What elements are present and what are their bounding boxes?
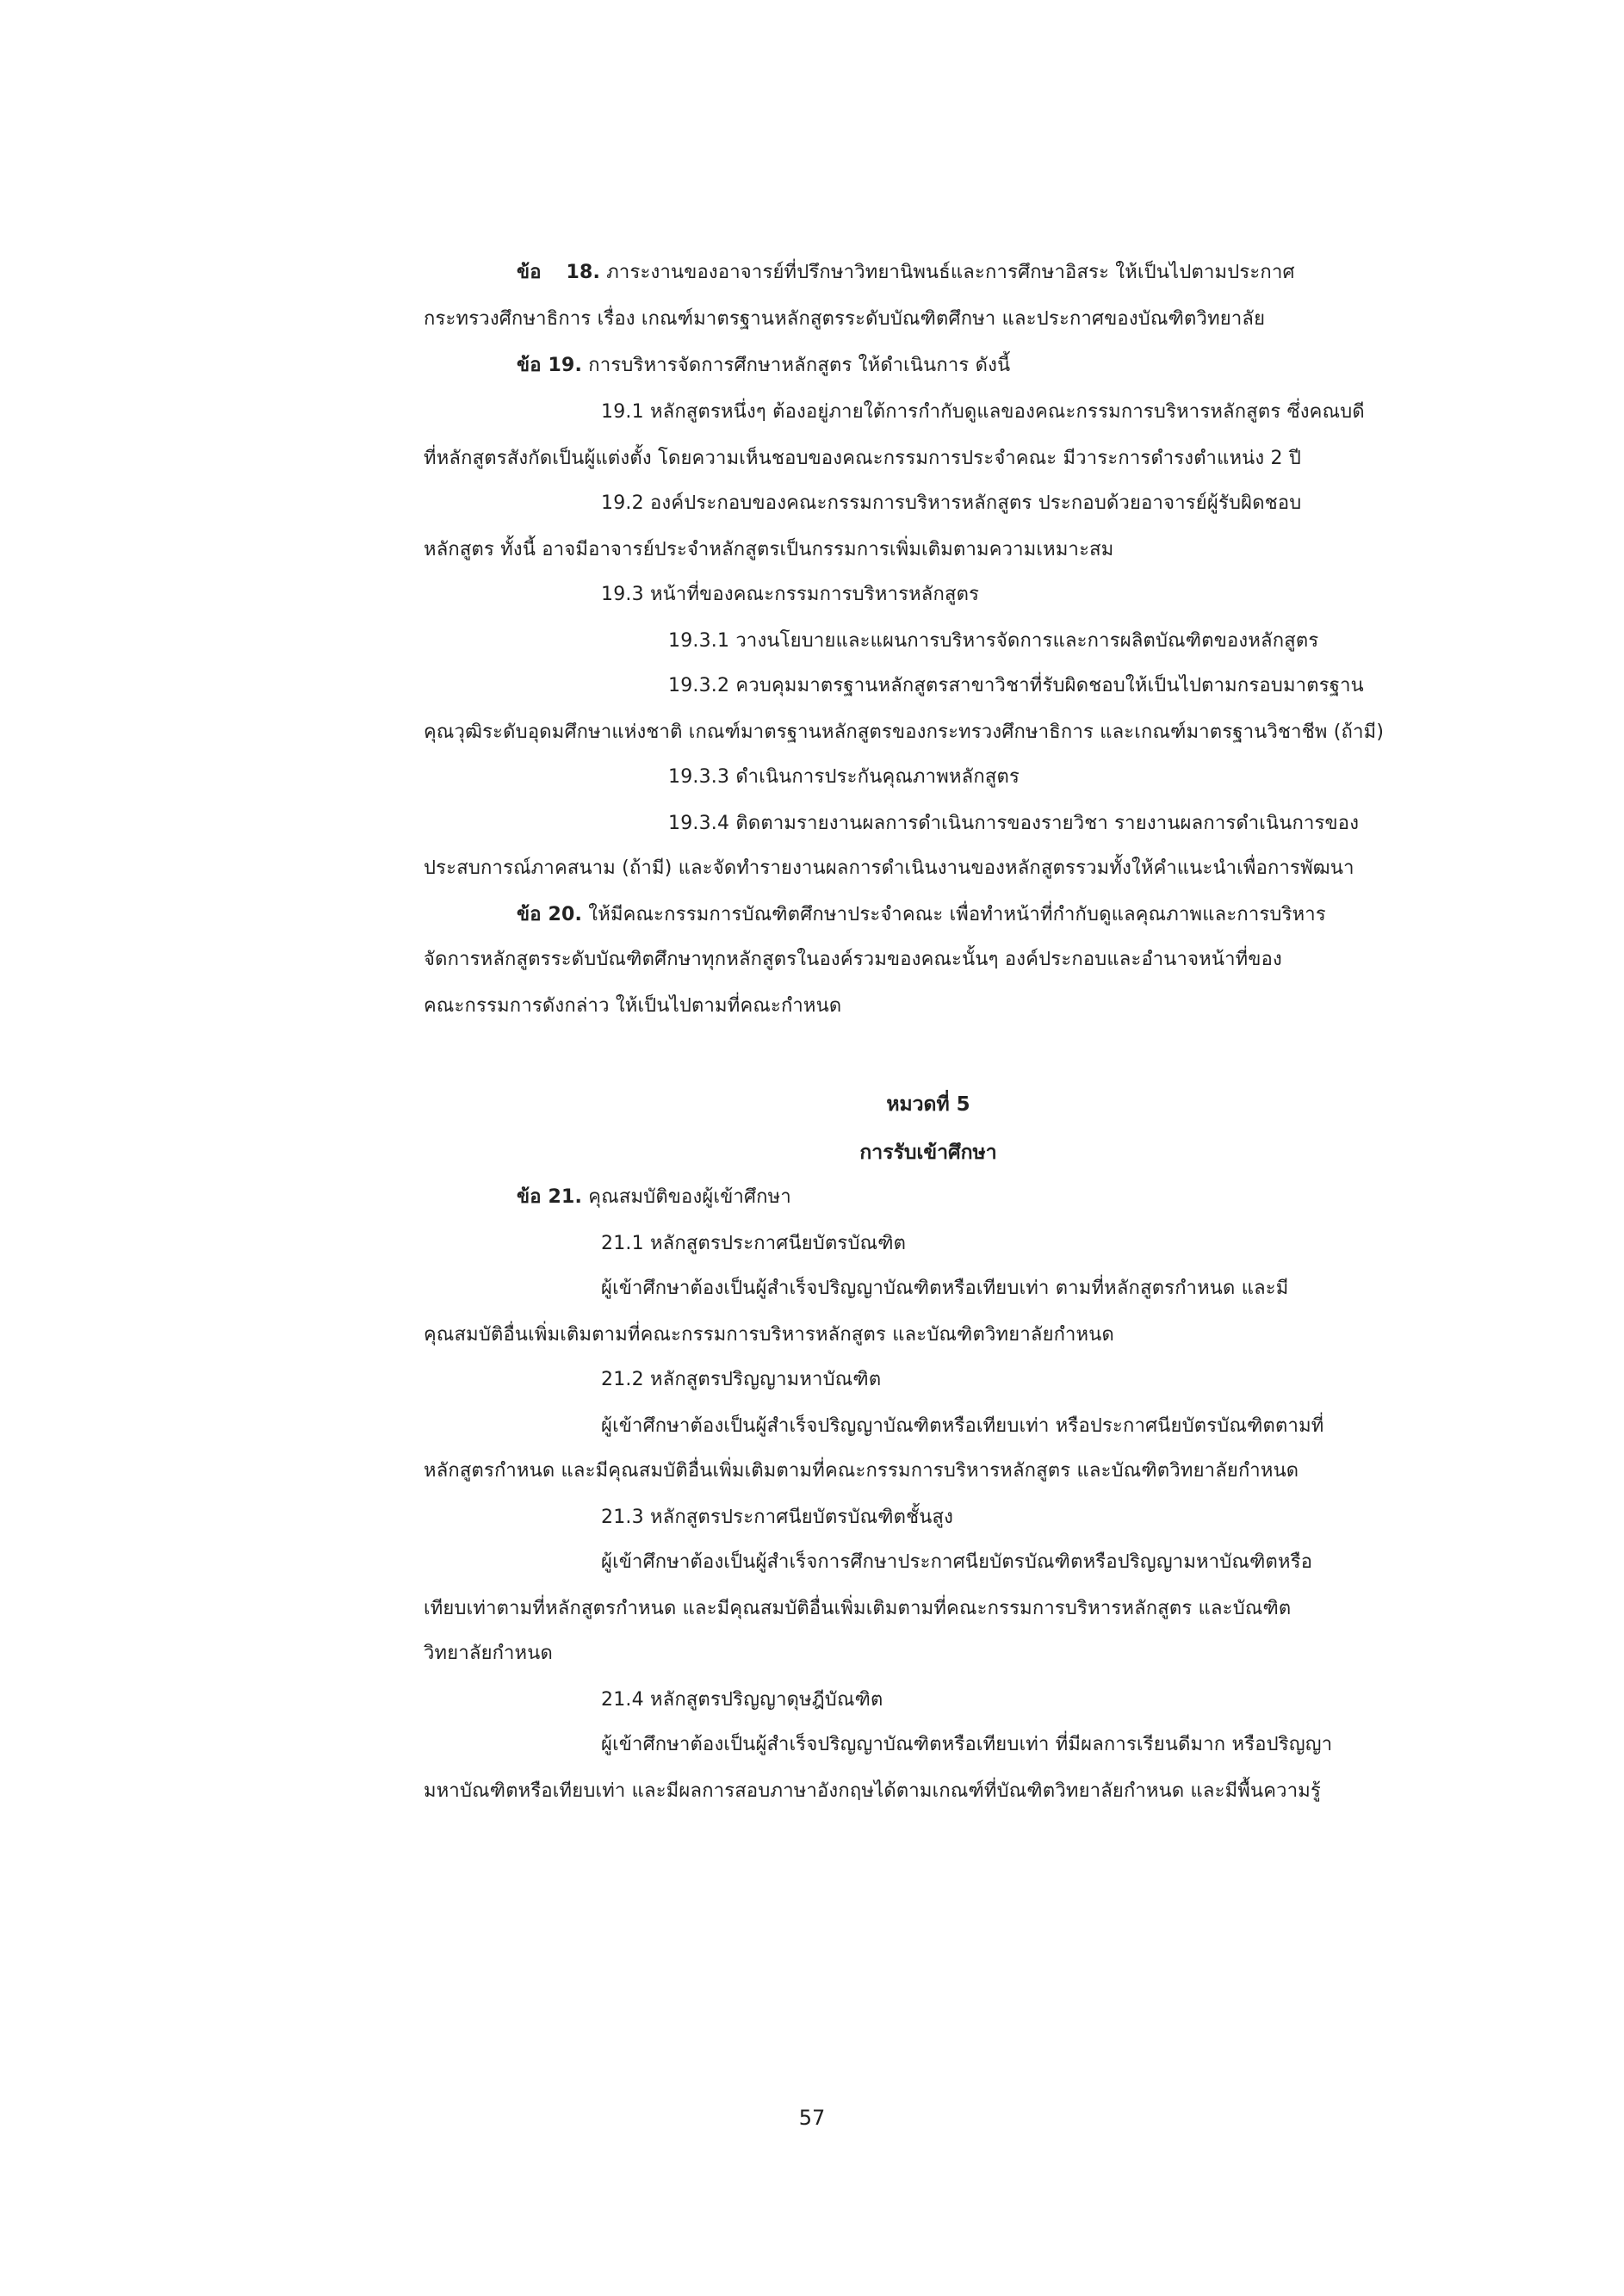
section-21-3-line-1: ผู้เข้าศึกษาต้องเป็นผู้สำเร็จการศึกษาประกาศนียบัตรบัณฑิตหรือปริญญามหาบัณฑิตหรือ bbox=[601, 1551, 1313, 1573]
section-21-2-line-2: หลักสูตรกำหนด และมีคุณสมบัติอื่นเพิ่มเติมตามที่คณะกรรมการบริหารหลักสูตร และบัณฑิตวิทยาลัยกำหนด bbox=[424, 1460, 1299, 1482]
item-19-2-line-1: 19.2 องค์ประกอบของคณะกรรมการบริหารหลักสูตร ประกอบด้วยอาจารย์ผู้รับผิดชอบ bbox=[601, 492, 1302, 514]
clause-20-line-1 bbox=[517, 892, 1433, 938]
clause-20-text: ให้มีคณะกรรมการบัณฑิตศึกษาประจำคณะ เพื่อทำหน้าที่กำกับดูแลคุณภาพและการบริหาร bbox=[588, 904, 1326, 925]
section-21-1-line-2: คุณสมบัติอื่นเพิ่มเติมตามที่คณะกรรมการบริหารหลักสูตร และบัณฑิตวิทยาลัยกำหนด bbox=[424, 1324, 1114, 1346]
clause-20-line-3: คณะกรรมการดังกล่าว ให้เป็นไปตามที่คณะกำหนด bbox=[424, 995, 842, 1017]
item-19-1-line-1: 19.1 หลักสูตรหนึ่งๆ ต้องอยู่ภายใต้การกำกับดูแลของคณะกรรมการบริหารหลักสูตร ซึ่งคณบดี bbox=[601, 401, 1365, 423]
section-21-3-line-3: วิทยาลัยกำหนด bbox=[424, 1643, 553, 1664]
section-21-4-line-2: มหาบัณฑิตหรือเทียบเท่า และมีผลการสอบภาษาอังกฤษได้ตามเกณฑ์ที่บัณฑิตวิทยาลัยกำหนด และมีพื้นความรู้ bbox=[424, 1780, 1321, 1802]
section-21-4-title: 21.4 หลักสูตรปริญญาดุษฎีบัณฑิต bbox=[601, 1689, 883, 1711]
clause-18-text: ภาระงานของอาจารย์ที่ปรึกษาวิทยานิพนธ์และการศึกษาอิสระ ให้เป็นไปตามประกาศ bbox=[606, 262, 1295, 283]
section-21-4-line-1: ผู้เข้าศึกษาต้องเป็นผู้สำเร็จปริญญาบัณฑิตหรือเทียบเท่า ที่มีผลการเรียนดีมาก หรือปริญญา bbox=[601, 1734, 1333, 1755]
clause-20-label: ข้อ 20. bbox=[517, 904, 583, 925]
section-21-3-line-2: เทียบเท่าตามที่หลักสูตรกำหนด และมีคุณสมบัติอื่นเพิ่มเติมตามที่คณะกรรมการบริหารหลักสูตร และบัณฑิต bbox=[424, 1598, 1292, 1619]
item-19-3-3: 19.3.3 ดำเนินการประกันคุณภาพหลักสูตร bbox=[668, 766, 1020, 788]
item-19-3-2-line-1: 19.3.2 ควบคุมมาตรฐานหลักสูตรสาขาวิชาที่รับผิดชอบให้เป็นไปตามกรอบมาตรฐาน bbox=[668, 675, 1364, 696]
clause-19-label: ข้อ 19. bbox=[517, 355, 583, 376]
item-19-2-line-2: หลักสูตร ทั้งนี้ อาจมีอาจารย์ประจำหลักสูตรเป็นกรรมการเพิ่มเติมตามความเหมาะสม bbox=[424, 539, 1114, 560]
clause-19-text: การบริหารจัดการศึกษาหลักสูตร ให้ดำเนินการ ดังนี้ bbox=[588, 355, 1011, 376]
section-21-2-title: 21.2 หลักสูตรปริญญามหาบัณฑิต bbox=[601, 1369, 882, 1390]
item-19-3-2-line-2: คุณวุฒิระดับอุดมศึกษาแห่งชาติ เกณฑ์มาตรฐานหลักสูตรของกระทรวงศึกษาธิการ และเกณฑ์มาตรฐานวิชาชีพ (ถ้ามี) bbox=[424, 721, 1385, 743]
section-21-1-title: 21.1 หลักสูตรประกาศนียบัตรบัณฑิต bbox=[601, 1233, 907, 1254]
clause-20-line-2: จัดการหลักสูตรระดับบัณฑิตศึกษาทุกหลักสูตรในองค์รวมของคณะนั้นๆ องค์ประกอบและอำนาจหน้าที่ของ bbox=[424, 949, 1282, 970]
item-19-3-4-line-2: ประสบการณ์ภาคสนาม (ถ้ามี) และจัดทำรายงานผลการดำเนินงานของหลักสูตรรวมทั้งให้คำแนะนำเพื่อการพัฒนา bbox=[424, 857, 1354, 879]
clause-19-line-1 bbox=[517, 343, 1433, 389]
section-21-2-line-1: ผู้เข้าศึกษาต้องเป็นผู้สำเร็จปริญญาบัณฑิตหรือเทียบเท่า หรือประกาศนียบัตรบัณฑิตตามที่ bbox=[601, 1415, 1324, 1437]
item-19-3-1: 19.3.1 วางนโยบายและแผนการบริหารจัดการและการผลิตบัณฑิตของหลักสูตร bbox=[668, 630, 1319, 652]
clause-21-text: คุณสมบัติของผู้เข้าศึกษา bbox=[588, 1186, 791, 1208]
item-19-3-4-line-1: 19.3.4 ติดตามรายงานผลการดำเนินการของรายวิชา รายงานผลการดำเนินการของ bbox=[668, 813, 1360, 834]
clause-18-line-1 bbox=[517, 250, 1433, 296]
clause-21-label: ข้อ 21. bbox=[517, 1186, 583, 1208]
clause-18-line-2: กระทรวงศึกษาธิการ เรื่อง เกณฑ์มาตรฐานหลักสูตรระดับบัณฑิตศึกษา และประกาศของบัณฑิตวิทยาลัย bbox=[424, 308, 1266, 330]
chapter-subtitle: การรับเข้าศึกษา bbox=[859, 1142, 997, 1164]
clause-21-line-1 bbox=[517, 1174, 1433, 1221]
item-19-3: 19.3 หน้าที่ของคณะกรรมการบริหารหลักสูตร bbox=[601, 584, 980, 605]
item-19-1-line-2: ที่หลักสูตรสังกัดเป็นผู้แต่งตั้ง โดยความเห็นชอบของคณะกรรมการประจำคณะ มีวาระการดำรงตำแหน่ง 2 ปี bbox=[424, 448, 1302, 469]
page-number: 57 bbox=[798, 2106, 826, 2130]
clause-18-number: 18. bbox=[566, 262, 601, 283]
chapter-title: หมวดที่ 5 bbox=[886, 1093, 970, 1116]
section-21-1-line-1: ผู้เข้าศึกษาต้องเป็นผู้สำเร็จปริญญาบัณฑิตหรือเทียบเท่า ตามที่หลักสูตรกำหนด และมี bbox=[601, 1278, 1289, 1299]
clause-18-label: ข้อ bbox=[517, 262, 542, 283]
section-21-3-title: 21.3 หลักสูตรประกาศนียบัตรบัณฑิตชั้นสูง bbox=[601, 1507, 954, 1528]
